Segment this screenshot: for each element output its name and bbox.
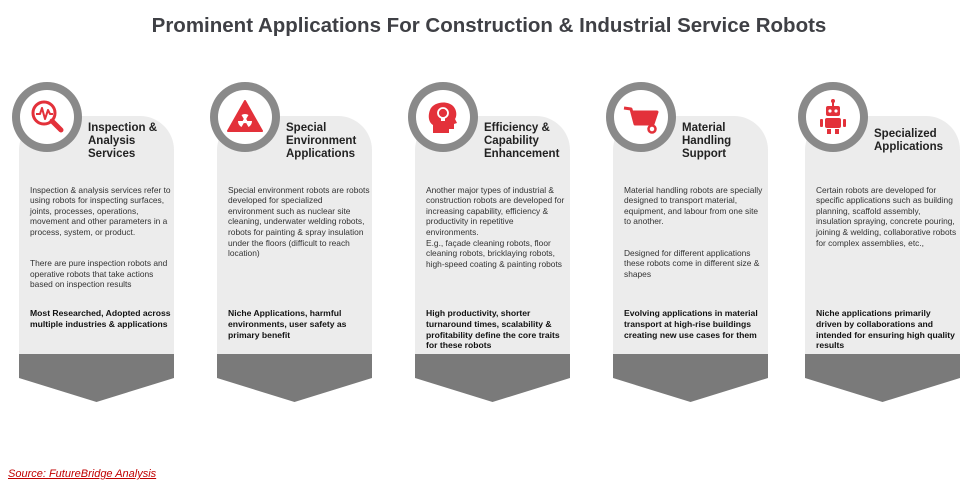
robot-icon	[813, 97, 853, 137]
card-chevron	[19, 354, 174, 402]
wheelbarrow-icon	[621, 97, 661, 137]
card-chevron	[415, 354, 570, 402]
card-chevron	[217, 354, 372, 402]
description-paragraph: Another major types of industrial & construction robots are developed for increasing capability, efficiency & productivity in repetitive environments. E.g., façade cleaning robots, floor cleaning robots, bricklaying robots, high-speed coating & painting robots	[426, 184, 565, 269]
description-paragraph: Special environment robots are robots developed for specialized environment such as nuclear site cleaning, underwater welding robots, robots for painting & spray insulation under the floors (difficult to reach location)	[228, 184, 370, 259]
card-description	[426, 174, 568, 280]
icon-ring	[798, 82, 868, 152]
page-title: Prominent Applications For Construction & Industrial Service Robots	[151, 14, 827, 37]
card-material-handling	[606, 82, 776, 402]
card-chevron	[805, 354, 960, 402]
card-special-environment	[210, 82, 380, 402]
card-heading: Specialized Applications	[874, 128, 944, 153]
description-paragraph: Certain robots are developed for specific applications such as building planning, scaffold assembly, insulation spraying, concrete pouring, joining & welding, collaborative robots for complex assemblies, etc.,	[816, 184, 957, 248]
description-paragraph: There are pure inspection robots and operative robots that take actions based on inspection results	[30, 258, 168, 290]
card-efficiency	[408, 82, 578, 402]
head-lightbulb-icon	[423, 97, 463, 137]
card-heading: Special Environment Applications	[286, 121, 357, 160]
card-summary: Evolving applications in material transport at high-rise buildings creating new use cases for them	[624, 308, 758, 340]
card-heading: Material Handling Support	[682, 121, 732, 160]
description-paragraph: Designed for different applications these robots come in different size & shapes	[624, 247, 760, 279]
card-summary: High productivity, shorter turnaround times, scalability & profitability define the core traits for these robots	[426, 308, 560, 351]
icon-ring	[210, 82, 280, 152]
icon-ring	[12, 82, 82, 152]
card-description	[30, 174, 172, 301]
description-paragraph: Material handling robots are specially designed to transport material, equipment, and labour from one site to another.	[624, 184, 763, 227]
card-chevron	[613, 354, 768, 402]
icon-ring	[408, 82, 478, 152]
source-note: Source: FutureBridge Analysis	[8, 468, 157, 480]
magnifier-analysis-icon	[27, 97, 67, 137]
card-heading: Inspection & Analysis Services	[88, 121, 158, 160]
description-paragraph: Inspection & analysis services refer to using robots for inspecting surfaces, joints, processes, operations, movement and other parameters in a process, system, or product.	[30, 184, 171, 237]
card-description	[816, 174, 958, 259]
card-description	[228, 174, 370, 269]
card-heading: Efficiency & Capability Enhancement	[484, 121, 560, 160]
card-specialized	[798, 82, 968, 402]
card-summary: Most Researched, Adopted across multiple industries & applications	[30, 308, 171, 329]
radiation-hazard-icon	[225, 97, 265, 137]
card-description	[624, 174, 766, 290]
card-summary: Niche applications primarily driven by collaborations and intended for ensuring high quality results	[816, 308, 955, 351]
card-summary: Niche Applications, harmful environments, user safety as primary benefit	[228, 308, 347, 340]
card-inspection	[12, 82, 182, 402]
icon-ring	[606, 82, 676, 152]
